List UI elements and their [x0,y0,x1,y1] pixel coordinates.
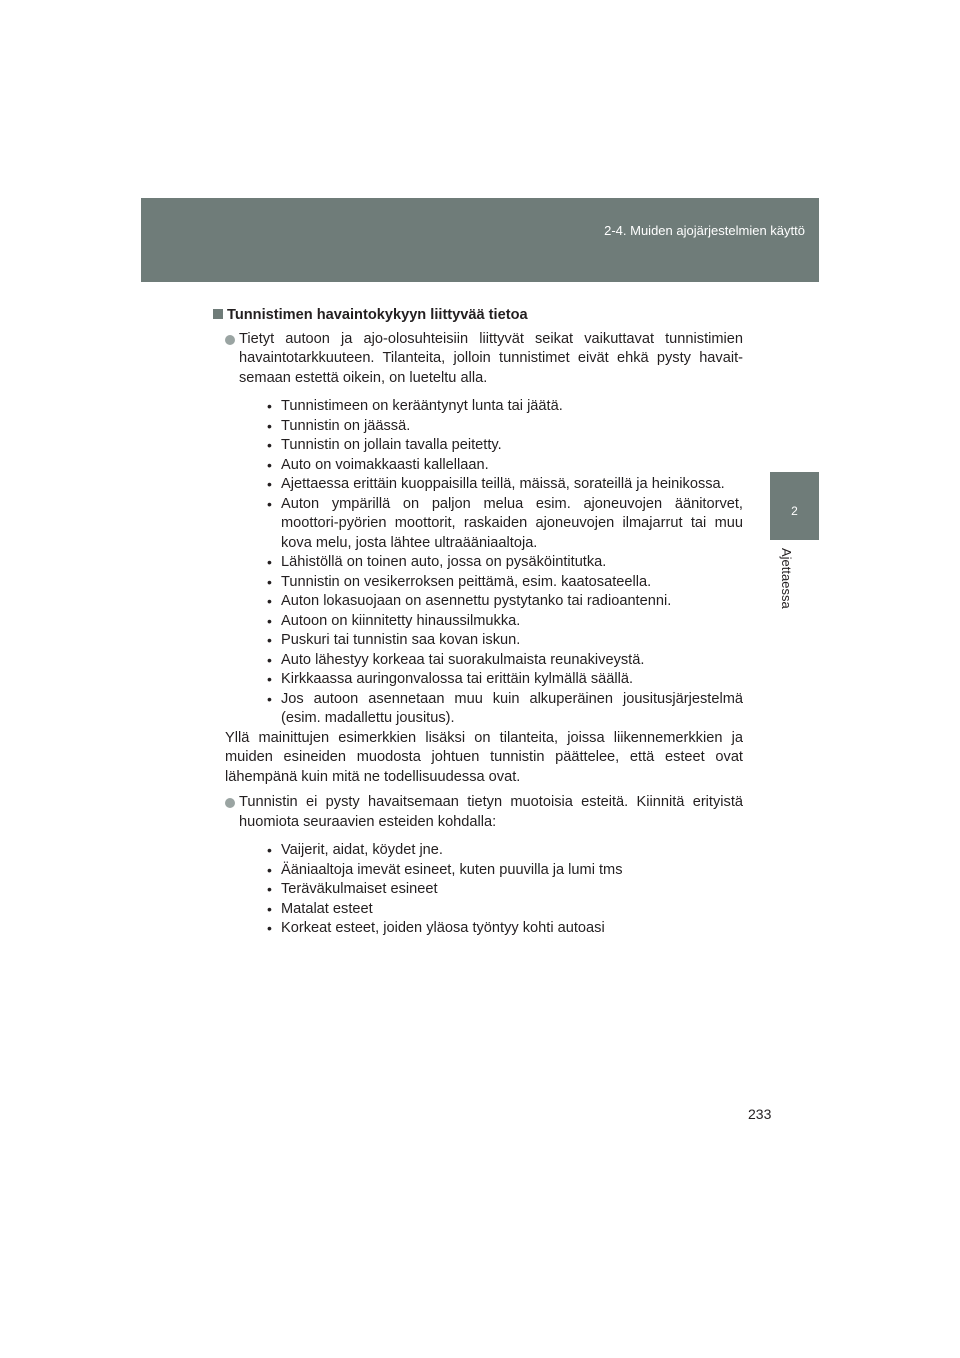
list-item [265,436,743,456]
list-item [265,670,743,690]
section-heading-text: Tunnistimen havaintokykyyn liittyvää tietoa [227,307,528,323]
page-content [213,306,743,939]
bullet-icon: • [267,900,272,917]
page-number: 233 [748,1106,772,1122]
list-item-text: Autoon on kiinnitetty hinaussilmukka. [281,612,521,629]
bullet-icon: • [267,554,272,570]
list-item [265,880,743,900]
list-item [265,475,743,495]
chapter-number: 2 [791,504,798,518]
list-item-text: Tunnistimeen on kerääntynyt lunta tai jäätä. [281,398,563,414]
bullet-icon: • [267,417,272,434]
list-item [265,651,743,671]
bullet-icon: • [267,861,272,878]
bullet-icon: • [267,920,272,936]
bullet-icon: • [267,476,272,492]
bullet-icon: • [267,573,272,590]
bullet-icon: • [267,881,272,897]
list-item [265,573,743,593]
list-item [265,631,743,651]
bullet-icon: • [267,671,272,687]
bullet-icon: • [267,632,272,648]
list-item [265,417,743,437]
list-item-text: Auton ympärillä on paljon melua esim. ajoneuvojen äänitorvet, moottori-pyörien moottorit, raskaiden ajoneuvojen ilmajarrut tai muu kova melu, josta lähtee ultraääniaaltoja. [281,495,743,551]
bullet-icon: • [267,651,272,668]
section-title: 2-4. Muiden ajojärjestelmien käyttö [604,223,805,238]
list-item [265,900,743,920]
list-item-text: Tunnistin on jäässä. [281,417,411,434]
square-bullet-icon [213,309,223,319]
bullet-icon: • [267,495,272,512]
bullet-icon: • [267,612,272,629]
bullet-icon: • [267,690,272,707]
list-item [265,397,743,417]
condition-list-2 [239,841,743,939]
list-item-text: Kirkkaassa auringonvalossa tai erittäin kylmällä säällä. [281,671,634,687]
info-point-2 [213,793,743,939]
list-item [265,919,743,939]
section-heading [213,306,743,326]
bullet-icon: • [267,842,272,858]
list-item-text: Auto on voimakkaasti kallellaan. [281,456,489,473]
chapter-label: Ajettaessa [779,548,794,609]
bullet-icon: • [267,456,272,473]
list-item-text: Matalat esteet [281,900,373,917]
list-item [265,690,743,729]
section-header-band [141,198,819,282]
list-item-text: Korkeat esteet, joiden yläosa työntyy kohti autoasi [281,920,605,936]
circle-bullet-icon [225,798,235,808]
chapter-tab [770,472,819,540]
info-point-1 [213,330,743,788]
bullet-icon: • [267,437,272,453]
bullet-icon: • [267,398,272,414]
list-item-text: Ajettaessa erittäin kuoppaisilla teillä, mäissä, sorateillä ja heinikossa. [281,476,725,492]
list-item-text: Auto lähestyy korkeaa tai suorakulmaista reunakiveystä. [281,651,645,668]
condition-list-1 [239,397,743,729]
list-item-text: Auton lokasuojaan on asennettu pystytanko tai radioantenni. [281,593,672,609]
list-item-text: Teräväkulmaiset esineet [281,881,438,897]
list-item [265,612,743,632]
circle-bullet-icon [225,335,235,345]
bullet-icon: • [267,593,272,609]
list-item [265,456,743,476]
list-item [265,553,743,573]
list-item [265,861,743,881]
list-item-text: Ääniaaltoja imevät esineet, kuten puuvilla ja lumi tms [281,861,623,878]
list-item-text: Puskuri tai tunnistin saa kovan iskun. [281,632,521,648]
list-item-text: Jos autoon asennetaan muu kuin alkuperäinen jousitusjärjestelmä (esim. madallettu jousitus). [281,690,743,726]
list-item-text: Tunnistin on vesikerroksen peittämä, esim. kaatosateella. [281,573,652,590]
info-note: Yllä mainittujen esimerkkien lisäksi on tilanteita, joissa liikennemerkkien ja muiden esineiden muodosta johtuen tunnistin päättelee, että esteet ovat lähempänä kuin mitä ne todellisuudessa ovat. [225,729,743,785]
info-point-2-text: Tunnistin ei pysty havaitsemaan tietyn muotoisia esteitä. Kiinnitä erityistä huomiota seuraavien esteiden kohdalla: [239,794,743,830]
list-item-text: Vaijerit, aidat, köydet jne. [281,842,443,858]
list-item [265,592,743,612]
list-item [265,841,743,861]
list-item-text: Lähistöllä on toinen auto, jossa on pysäköintitutka. [281,554,607,570]
info-point-1-text: Tietyt autoon ja ajo-olosuhteisiin liittyvät seikat vaikuttavat tunnistimien havaintotarkkuuteen. Tilanteita, jolloin tunnistimet eivät ehkä pysty havait-semaan estettä oikein, on lueteltu alla. [239,330,743,386]
list-item-text: Tunnistin on jollain tavalla peitetty. [281,437,502,453]
list-item [265,495,743,554]
